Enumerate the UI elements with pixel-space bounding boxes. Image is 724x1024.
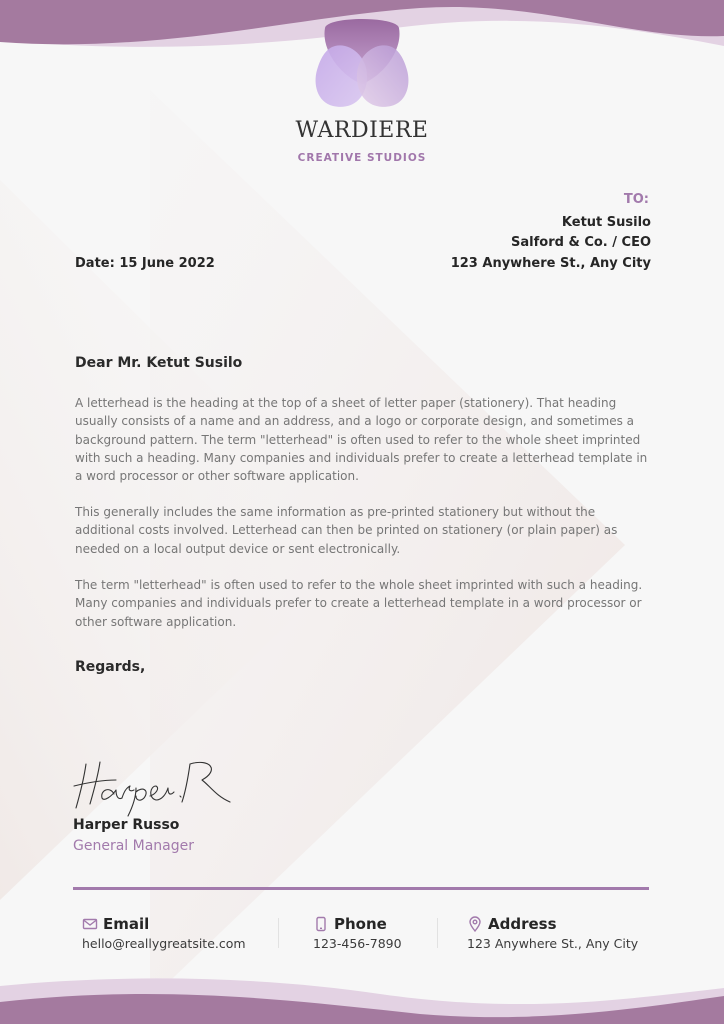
contact-email-label: Email — [103, 915, 150, 933]
contact-separator — [278, 918, 279, 948]
contact-address-label: Address — [488, 915, 557, 933]
company-subtitle: CREATIVE STUDIOS — [297, 152, 427, 164]
body-paragraph-1: A letterhead is the heading at the top of a sheet of letter paper (stationery). That heading usually consists of a name and an address, and a logo or corporate design, and sometimes a background pattern. The term "letterhead" is often used to refer to the whole sheet imprinted with such a heading. Many companies and individuals prefer to create a letterhead template in a word processor or other software application. — [75, 396, 648, 484]
body-paragraph-3: The term "letterhead" is often used to refer to the whole sheet imprinted with such a heading. Many companies and individuals prefer to create a letterhead template in a word processor or other software application. — [75, 578, 643, 629]
contact-address-value: 123 Anywhere St., Any City — [467, 936, 639, 951]
contact-phone-value: 123-456-7890 — [313, 936, 402, 951]
contact-phone — [313, 915, 402, 951]
phone-icon — [313, 916, 329, 932]
body-paragraph-2: This generally includes the same information as pre-printed stationery but without the additional costs involved. Letterhead can then be printed on stationery (or plain paper) as needed on a local output device or sent electronically. — [75, 505, 618, 556]
bottom-wave — [0, 964, 724, 1024]
location-pin-icon — [467, 916, 483, 932]
contact-separator — [437, 918, 438, 948]
salutation: Dear Mr. Ketut Susilo — [75, 355, 243, 371]
contact-email — [82, 915, 246, 951]
recipient-label: TO: — [623, 192, 649, 207]
letter-date: Date: 15 June 2022 — [75, 256, 215, 271]
signer-name: Harper Russo — [73, 817, 180, 833]
closing: Regards, — [75, 659, 146, 675]
signer-title: General Manager — [73, 838, 194, 854]
recipient-company: Salford & Co. / CEO — [511, 235, 651, 250]
company-logo-icon — [311, 14, 413, 110]
contact-email-value[interactable]: hello@reallygreatsite.com — [82, 936, 246, 951]
contact-address — [467, 915, 638, 951]
recipient-name: Ketut Susilo — [561, 215, 651, 230]
contact-phone-label: Phone — [334, 915, 387, 933]
recipient-address: 123 Anywhere St., Any City — [450, 256, 651, 271]
envelope-icon — [82, 916, 98, 932]
company-name: WARDIERE — [295, 118, 429, 143]
signature-image — [70, 750, 240, 820]
footer-divider — [73, 887, 649, 890]
